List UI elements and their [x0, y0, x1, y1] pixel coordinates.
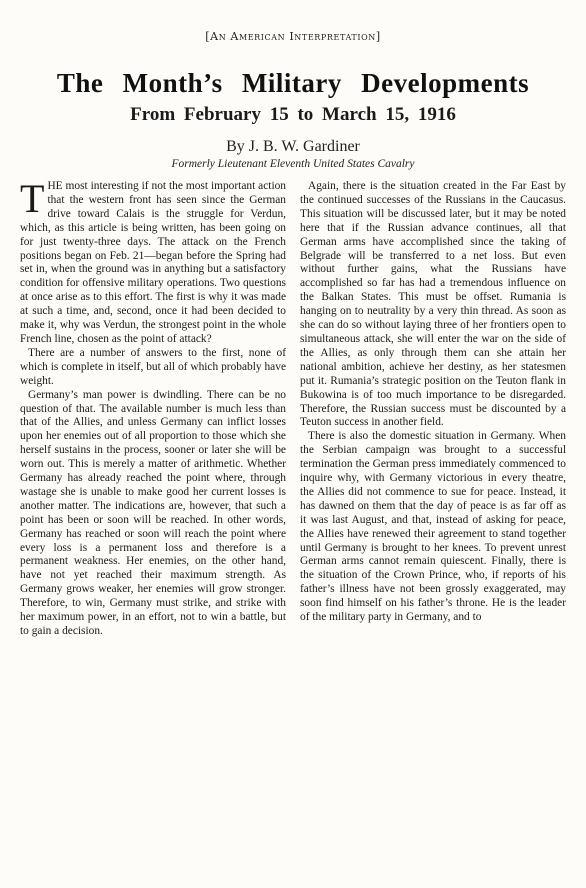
article-subtitle: From February 15 to March 15, 1916	[130, 104, 456, 125]
left-column	[20, 176, 286, 639]
author-byline: By J. B. W. Gardiner	[226, 138, 360, 155]
paragraph	[20, 176, 286, 347]
right-column	[300, 180, 566, 639]
paragraph: There is also the domestic situation in Germany. When the Serbian campaign was brought to a successful termination the German press immediately commenced to inquire why, with Germany victorious in every theatre, the Allies did not commence to sue for peace. Instead, it has dawned on them that the day of peace is as far off as it was last August, and that, instead of asking for peace, the Allies have renewed their agreement to stand together until Germany is brought to her knees. To prevent unrest German arms cannot remain quiescent. Finally, there is the situation of the Crown Prince, who, if reports of his father’s illness have not been grossly exaggerated, may soon find himself on his father’s throne. He is the leader of the military party in Germany, and to	[300, 430, 566, 624]
article-body	[20, 176, 566, 639]
article-kicker: [An American Interpretation]	[205, 30, 381, 43]
paragraph-text: HE most interesting if not the most important action that the western front has seen since the German drive toward Calais is the struggle for Verdun, which, as this article is being written, has been going on for just twenty-three days. The attack on the French positions began on Feb. 21—began before the Spring had set in, when the ground was in anything but a satisfactory condition for offensive military operations. Two questions at once arise as to this effort. The first is why it was made at such a time, and, second, once it had been decided to make it, why was Verdun, the strongest point in the whole French line, chosen as the point of attack?	[20, 180, 286, 345]
drop-cap: T	[20, 176, 45, 221]
author-affiliation: Formerly Lieutenant Eleventh United States Cavalry	[171, 158, 415, 170]
article-title: The Month’s Military Developments	[56, 68, 530, 98]
paragraph: Again, there is the situation created in the Far East by the continued successes of the Russians in the Caucasus. This situation will be discussed later, but it may be noted here that if the Russian advance continues, all that German arms have accomplished since the taking of Belgrade will be transferred to a net loss. But even without further gains, what the Russians have accomplished so far has had a tremendous influence on the Balkan States. This must be offset. Rumania is hanging on to neutrality by a very thin thread. As soon as she can do so without laying three of her frontiers open to simultaneous attack, she will enter the war on the side of the Allies, as only through them can she attain her national ambition, achieve her destiny, as her statesmen put it. Rumania’s strategic position on the Teuton flank in Bukowina is of too much importance to be disregarded. Therefore, the Russian success must be discounted by a Teuton success in another field.	[300, 180, 566, 429]
paragraph: There are a number of answers to the first, none of which is complete in itself, but all of which probably have weight.	[20, 346, 286, 387]
paragraph: Germany’s man power is dwindling. There can be no question of that. The available number is much less than that of the Allies, and unless Germany can inflict losses upon her enemies out of all proportion to those which she herself sustains in the process, sooner or later she will be worn out. This is merely a matter of arithmetic. Whether Germany has already reached the point where, through wastage she is unable to make good her current losses is another matter. The indications are, however, that such a point has been or soon will be reached. In other words, Germany has reached or soon will reach the point where every loss is a permanent loss and therefore is a permanent weakness. Her enemies, on the other hand, have not yet reached their maximum strength. As Germany grows weaker, her enemies will grow stronger. Therefore, to win, Germany must strike, and strike with her maximum power, in an effort, not to win a battle, but to gain a decision.	[20, 388, 286, 637]
